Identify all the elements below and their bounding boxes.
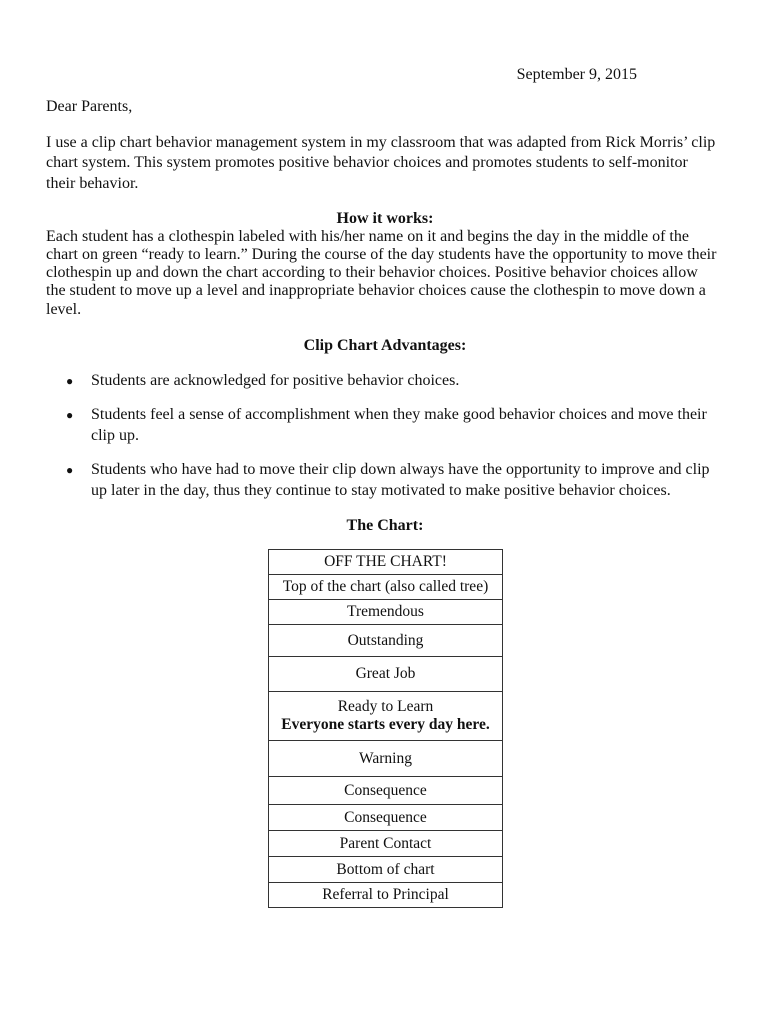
chart-level: Great Job <box>269 657 503 692</box>
chart-level-start <box>269 692 503 741</box>
chart-level: Top of the chart (also called tree) <box>269 575 503 600</box>
advantages-heading: Clip Chart Advantages: <box>303 337 467 354</box>
chart-level: Outstanding <box>269 625 503 657</box>
intro-line: I use a clip chart behavior management system in my classroom that was adapted from Rick Morris’ clip <box>46 134 716 151</box>
chart-level-note: Everyone starts every day here. <box>281 716 490 733</box>
salutation: Dear Parents, <box>46 98 133 115</box>
advantage-item: Students who have had to move their clip down always have the opportunity to improve and clip <box>91 461 710 478</box>
clip-chart-table <box>268 549 503 908</box>
bullet-icon: ● <box>66 374 74 388</box>
chart-heading: The Chart: <box>346 517 424 534</box>
how-line: Each student has a clothespin labeled with his/her name on it and begins the day in the middle of the <box>46 228 689 245</box>
chart-level: Bottom of chart <box>269 857 503 883</box>
how-line: level. <box>46 301 82 318</box>
advantage-item-cont: up later in the day, thus they continue to stay motivated to make positive behavior choices. <box>91 482 671 499</box>
how-line: clothespin up and down the chart according to their behavior choices. Positive behavior choices allow <box>46 264 698 281</box>
chart-level-label: Ready to Learn <box>337 698 434 715</box>
chart-level: OFF THE CHART! <box>269 550 503 575</box>
bullet-icon: ● <box>66 408 74 422</box>
advantage-item: Students are acknowledged for positive behavior choices. <box>91 372 460 389</box>
letter-date: September 9, 2015 <box>516 66 637 83</box>
intro-line: chart system. This system promotes positive behavior choices and promotes students to self-monitor <box>46 154 688 171</box>
bullet-icon: ● <box>66 463 74 477</box>
chart-level: Parent Contact <box>269 831 503 857</box>
how-line: the student to move up a level and inappropriate behavior choices cause the clothespin to move down a <box>46 282 706 299</box>
chart-level: Consequence <box>269 805 503 831</box>
chart-level: Warning <box>269 741 503 777</box>
intro-line: their behavior. <box>46 175 139 192</box>
advantage-item-cont: clip up. <box>91 427 139 444</box>
chart-level: Tremendous <box>269 600 503 625</box>
chart-level: Referral to Principal <box>269 883 503 908</box>
how-it-works-heading: How it works: <box>336 210 434 227</box>
advantage-item: Students feel a sense of accomplishment when they make good behavior choices and move their <box>91 406 707 423</box>
chart-level: Consequence <box>269 777 503 805</box>
how-line: chart on green “ready to learn.” During the course of the day students have the opportunity to move their <box>46 246 717 263</box>
